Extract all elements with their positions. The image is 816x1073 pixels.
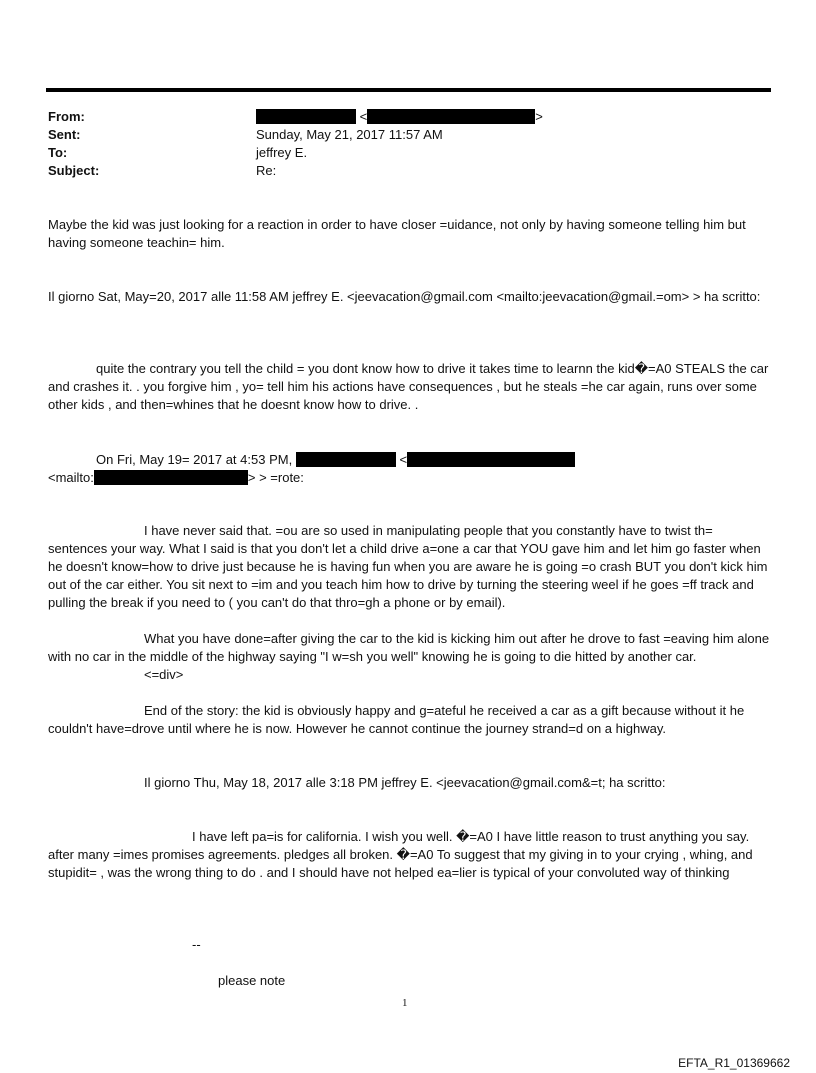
- from-label: From:: [48, 109, 85, 124]
- please-note-text: please note: [218, 973, 286, 988]
- quote-header: [96, 451, 575, 469]
- signature-dash: --: [192, 937, 201, 952]
- body-paragraph: quite the contrary you tell the child = you dont know how to drive it takes time to learnn the kid�=A0 STEALS the car and crashes it. . you forgive him , yo= tell him his actions have consequences , but he steals =he car again, runs over some other kids , and then=whines that he doesnt know how to drive. .: [48, 361, 769, 412]
- body-paragraph: Maybe the kid was just looking for a reaction in order to have closer =uidance, not only by having someone telling him but having someone teachin= him.: [48, 217, 746, 250]
- redaction-box: [407, 452, 575, 467]
- page-number: 1: [402, 997, 408, 1009]
- redaction-box: [94, 470, 248, 485]
- sent-label: Sent:: [48, 127, 81, 142]
- from-open-bracket: <: [359, 109, 368, 124]
- to-label: To:: [48, 145, 68, 160]
- quote-header-text: On Fri, May 19= 2017 at 4:53 PM,: [96, 452, 293, 467]
- sent-value: Sunday, May 21, 2017 11:57 AM: [256, 127, 443, 142]
- subject-label: Subject:: [48, 163, 100, 178]
- header-rule: [46, 88, 771, 92]
- from-value: [256, 108, 543, 126]
- redaction-box: [367, 109, 535, 124]
- redaction-box: [296, 452, 396, 467]
- mailto-text: <mailto:: [48, 470, 94, 485]
- open-bracket: <: [399, 452, 408, 467]
- from-close-bracket: >: [535, 109, 543, 124]
- to-value: jeffrey E.: [256, 145, 308, 160]
- body-paragraph: End of the story: the kid is obviously happy and g=ateful he received a car as a gift because without it he couldn't have=drove until where he is now. However he cannot continue the journey strand=d on a highway.: [48, 703, 745, 736]
- body-paragraph: What you have done=after giving the car to the kid is kicking him out after he drove to fast =eaving him alone with no car in the middle of the highway saying "I w=sh you well" knowing he is going to die hitted by another car.: [48, 631, 770, 664]
- subject-value: Re:: [256, 163, 277, 178]
- div-tag-text: <=div>: [144, 667, 184, 682]
- body-paragraph: I have never said that. =ou are so used in manipulating people that you constantly have to twist th= sentences your way. What I said is that you don't let a child drive a=one a car that YOU gave him and let him go faster when he doesn't know=how to drive just because he is having fun when you are aware he is going =o crash BUT you don't kick him out of the car either. You sit next to =im and you teach him how to drive by turning the steering weel if he goes =ff track and pulling the break if you need to ( you can't do that thro=gh a phone or by email).: [48, 523, 768, 610]
- quote-header-end: > > =rote:: [247, 470, 304, 485]
- redaction-box: [256, 109, 356, 124]
- body-paragraph: I have left pa=is for california. I wish you well. �=A0 I have little reason to trust anything you say. after many =imes promises agreements. pledges all broken. �=A0 To suggest that my giving in to your crying , whing, and stupidit= , was the wrong thing to do . and I should have not helped ea=lier is typical of your convoluted way of thinking: [48, 829, 753, 880]
- quote-header: [48, 469, 304, 487]
- quote-header: Il giorno Sat, May=20, 2017 alle 11:58 AM jeffrey E. <jeevacation@gmail.com <mailto:jeevacation@gmail.=om> > ha scritto:: [48, 289, 761, 304]
- document-id: EFTA_R1_01369662: [678, 1056, 790, 1070]
- quote-header: Il giorno Thu, May 18, 2017 alle 3:18 PM jeffrey E. <jeevacation@gmail.com&=t; ha scritto:: [144, 775, 666, 790]
